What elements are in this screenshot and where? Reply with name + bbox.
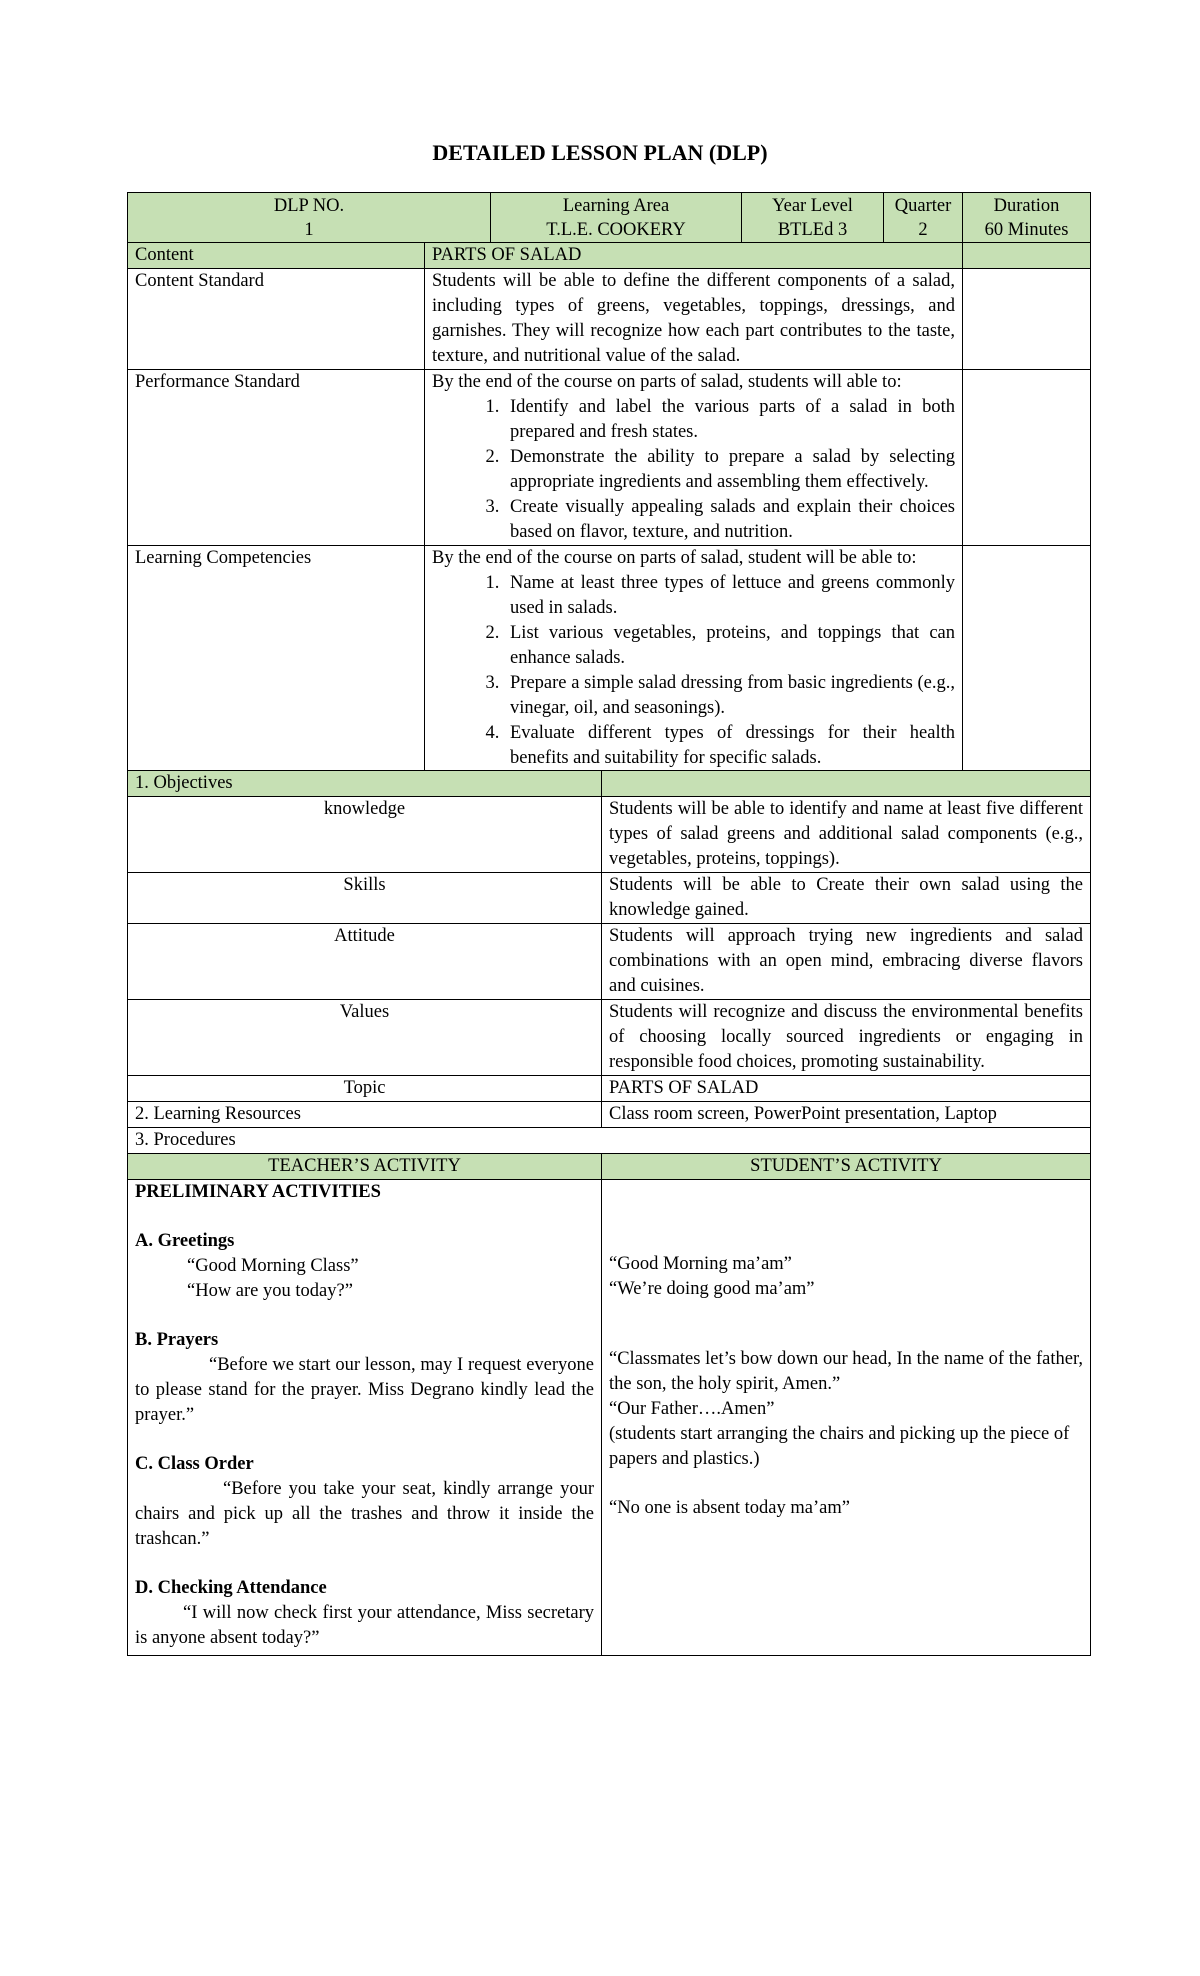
learning-competencies-row — [128, 546, 1091, 772]
objective-text: Students will be able to identify and name at least five different types of salad greens and additional salad components (e.g., vegetables, proteins, toppings). — [602, 797, 1091, 873]
content-standard-label: Content Standard — [128, 269, 425, 370]
class-order-heading: C. Class Order — [135, 1454, 254, 1475]
objectives-label: 1. Objectives — [128, 771, 602, 797]
objective-text: Students will recognize and discuss the environmental benefits of choosing locally sourced ingredients or engaging in responsible food choices, promoting sustainability. — [602, 1000, 1091, 1076]
objective-label: Topic — [128, 1076, 602, 1102]
greetings-heading: A. Greetings — [135, 1231, 235, 1252]
teacher-attendance-text: “I will now check first your attendance, Miss secretary is anyone absent today?” — [135, 1603, 594, 1649]
student-prayer-text: “Classmates let’s bow down our head, In the name of the father, the son, the holy spirit, Amen.” — [609, 1349, 1083, 1395]
objective-row-skills — [128, 873, 1091, 924]
content-blank — [963, 243, 1091, 269]
learning-resources-row — [128, 1102, 1091, 1128]
objective-row-topic — [128, 1076, 1091, 1102]
content-row — [128, 243, 1091, 269]
student-greeting-1: “Good Morning ma’am” — [609, 1254, 792, 1275]
list-item: 2. Demonstrate the ability to prepare a salad by selecting appropriate ingredients and assembling them effectively. — [504, 445, 955, 495]
learning-area-value: T.L.E. COOKERY — [546, 220, 686, 240]
dlp-no-cell — [128, 193, 491, 243]
list-item: 3. Create visually appealing salads and explain their choices based on flavor, texture, and nutrition. — [504, 495, 955, 545]
quarter-cell — [884, 193, 963, 243]
learning-resources-label: 2. Learning Resources — [128, 1102, 602, 1128]
list-item: 1. Identify and label the various parts of a salad in both prepared and fresh states. — [504, 395, 955, 445]
performance-standard-blank — [963, 370, 1091, 546]
learning-competencies-intro: By the end of the course on parts of salad, student will be able to: — [432, 548, 917, 568]
student-attendance-text: “No one is absent today ma’am” — [609, 1498, 850, 1519]
objectives-blank — [602, 771, 1091, 797]
learning-area-label: Learning Area — [562, 196, 670, 216]
activity-content-row — [128, 1180, 1091, 1656]
performance-standard-list — [432, 395, 955, 545]
performance-standard-label: Performance Standard — [128, 370, 425, 546]
teacher-prayer-text: “Before we start our lesson, may I request everyone to please stand for the prayer. Miss Degrano kindly lead the prayer.” — [135, 1355, 594, 1426]
quarter-label: Quarter — [894, 196, 952, 216]
preliminary-heading: PRELIMINARY ACTIVITIES — [135, 1182, 381, 1203]
activity-header-row — [128, 1154, 1091, 1180]
teacher-activity-cell — [128, 1180, 602, 1656]
quarter-value: 2 — [918, 220, 928, 240]
list-item: 1. Name at least three types of lettuce and greens commonly used in salads. — [504, 571, 955, 621]
learning-area-cell — [491, 193, 742, 243]
page-title: DETAILED LESSON PLAN (DLP) — [432, 140, 768, 165]
learning-competencies-blank — [963, 546, 1091, 772]
duration-label: Duration — [993, 196, 1060, 216]
objective-label: Values — [128, 1000, 602, 1076]
content-label: Content — [128, 243, 425, 269]
student-prayer-2: “Our Father….Amen” — [609, 1399, 775, 1420]
student-activity-header: STUDENT’S ACTIVITY — [602, 1154, 1091, 1180]
learning-resources-value: Class room screen, PowerPoint presentation, Laptop — [602, 1102, 1091, 1128]
objective-text: PARTS OF SALAD — [602, 1076, 1091, 1102]
attendance-heading: D. Checking Attendance — [135, 1578, 327, 1599]
list-item: 4. Evaluate different types of dressings for their health benefits and suitability for specific salads. — [504, 721, 955, 771]
content-standard-blank — [963, 269, 1091, 370]
year-level-value: BTLEd 3 — [777, 220, 848, 240]
objective-label: Skills — [128, 873, 602, 924]
dlp-no-label: DLP NO. — [273, 196, 345, 216]
learning-competencies-text — [425, 546, 963, 772]
teacher-greeting-2: “How are you today?” — [187, 1281, 353, 1302]
content-value: PARTS OF SALAD — [425, 243, 963, 269]
objective-label: knowledge — [128, 797, 602, 873]
lesson-plan-document — [127, 192, 1090, 1656]
student-activity-cell — [602, 1180, 1091, 1656]
list-item: 2. List various vegetables, proteins, and toppings that can enhance salads. — [504, 621, 955, 671]
objectives-row — [128, 771, 1091, 797]
year-level-cell — [742, 193, 884, 243]
teacher-greeting-1: “Good Morning Class” — [187, 1256, 359, 1277]
procedures-row — [128, 1128, 1091, 1154]
learning-competencies-label: Learning Competencies — [128, 546, 425, 772]
performance-standard-intro: By the end of the course on parts of salad, students will able to: — [432, 372, 902, 392]
year-level-label: Year Level — [772, 196, 853, 216]
duration-value: 60 Minutes — [984, 220, 1069, 240]
objective-row-values — [128, 1000, 1091, 1076]
procedures-label: 3. Procedures — [128, 1128, 1091, 1154]
learning-competencies-list — [432, 571, 955, 771]
objective-text: Students will be able to Create their own salad using the knowledge gained. — [602, 873, 1091, 924]
dlp-no-value: 1 — [304, 220, 314, 240]
teacher-activity-header: TEACHER’S ACTIVITY — [128, 1154, 602, 1180]
objective-label: Attitude — [128, 924, 602, 1000]
objective-row-attitude — [128, 924, 1091, 1000]
dlp-lower-table — [127, 770, 1091, 1656]
header-row — [128, 193, 1091, 243]
performance-standard-text — [425, 370, 963, 546]
prayers-heading: B. Prayers — [135, 1330, 219, 1351]
list-item: 3. Prepare a simple salad dressing from basic ingredients (e.g., vinegar, oil, and seasonings). — [504, 671, 955, 721]
objective-text: Students will approach trying new ingredients and salad combinations with an open mind, embracing diverse flavors and cuisines. — [602, 924, 1091, 1000]
student-greeting-2: “We’re doing good ma’am” — [609, 1279, 815, 1300]
dlp-upper-table — [127, 192, 1091, 772]
objective-row-knowledge — [128, 797, 1091, 873]
duration-cell — [963, 193, 1091, 243]
content-standard-text: Students will be able to define the different components of a salad, including types of greens, vegetables, toppings, dressings, and garnishes. They will recognize how each part contributes to the taste, texture, and nutritional value of the salad. — [425, 269, 963, 370]
content-standard-row — [128, 269, 1091, 370]
student-order-text: (students start arranging the chairs and picking up the piece of papers and plastics.) — [609, 1424, 1070, 1470]
teacher-order-text: “Before you take your seat, kindly arrange your chairs and pick up all the trashes and throw it inside the trashcan.” — [135, 1479, 594, 1550]
performance-standard-row — [128, 370, 1091, 546]
